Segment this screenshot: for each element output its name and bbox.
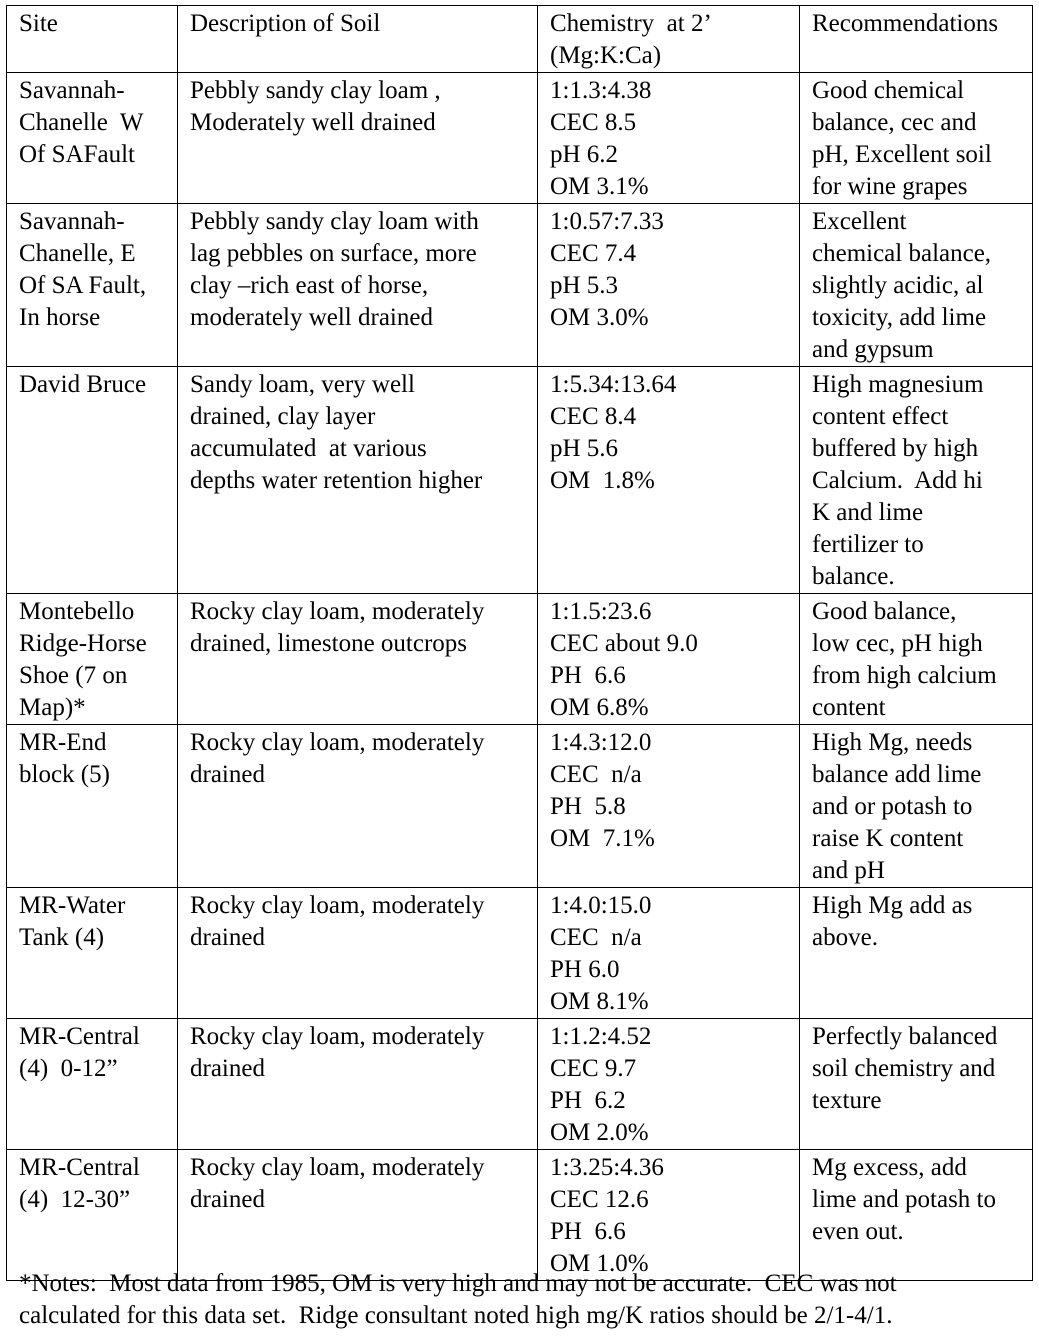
recommendations-line: High Mg add as	[812, 892, 973, 919]
recommendations-line: Excellent	[812, 208, 907, 235]
chemistry-cell	[538, 1150, 800, 1281]
site-line: Savannah-	[19, 77, 125, 104]
table-row	[7, 204, 1033, 367]
table-body	[7, 73, 1033, 1281]
recommendations-line: slightly acidic, al	[812, 272, 984, 299]
site-cell	[7, 1150, 178, 1281]
site-line: Chanelle W	[19, 109, 144, 136]
description-line: drained, clay layer	[190, 403, 376, 430]
site-line: Shoe (7 on	[19, 662, 128, 689]
recommendations-line: balance, cec and	[812, 109, 977, 136]
chemistry-line: OM 2.0%	[550, 1119, 649, 1146]
site-line: Map)*	[19, 694, 86, 721]
header-row	[7, 6, 1033, 73]
description-line: Sandy loam, very well	[190, 371, 415, 398]
recommendations-line: Good balance,	[812, 598, 957, 625]
chemistry-line: pH 5.3	[550, 272, 619, 299]
site-line: MR-Central	[19, 1023, 140, 1050]
description-line: drained	[190, 924, 265, 951]
chemistry-cell	[538, 594, 800, 725]
header-recommendations: Recommendations	[800, 6, 1033, 73]
site-line: (4) 0-12”	[19, 1055, 118, 1082]
chemistry-line: 1:0.57:7.33	[550, 208, 664, 235]
chemistry-line: CEC 9.7	[550, 1055, 637, 1082]
recommendations-line: low cec, pH high	[812, 630, 983, 657]
recommendations-line: toxicity, add lime	[812, 304, 987, 331]
recommendations-line: for wine grapes	[812, 173, 968, 200]
site-cell	[7, 594, 178, 725]
site-line: MR-End	[19, 729, 107, 756]
site-line: (4) 12-30”	[19, 1186, 131, 1213]
chemistry-line: PH 5.8	[550, 793, 626, 820]
description-cell	[178, 367, 538, 594]
recommendations-line: High magnesium	[812, 371, 984, 398]
description-line: Rocky clay loam, moderately	[190, 892, 485, 919]
chemistry-line: 1:4.3:12.0	[550, 729, 652, 756]
chemistry-line: CEC 12.6	[550, 1186, 649, 1213]
site-line: Savannah-	[19, 208, 125, 235]
description-line: drained	[190, 1055, 265, 1082]
chemistry-line: 1:1.2:4.52	[550, 1023, 652, 1050]
description-line: drained	[190, 761, 265, 788]
description-line: clay –rich east of horse,	[190, 272, 429, 299]
recommendations-line: Perfectly balanced	[812, 1023, 998, 1050]
chemistry-line: CEC 8.5	[550, 109, 637, 136]
recommendations-line: and or potash to	[812, 793, 973, 820]
recommendations-line: texture	[812, 1087, 882, 1114]
site-cell	[7, 367, 178, 594]
site-cell	[7, 1019, 178, 1150]
site-line: In horse	[19, 304, 101, 331]
description-cell	[178, 1150, 538, 1281]
chemistry-line: PH 6.2	[550, 1087, 626, 1114]
header-site: Site	[7, 6, 178, 73]
recommendations-line: chemical balance,	[812, 240, 992, 267]
description-cell	[178, 594, 538, 725]
recommendations-line: Mg excess, add	[812, 1154, 967, 1181]
chemistry-line: 1:3.25:4.36	[550, 1154, 664, 1181]
description-cell	[178, 1019, 538, 1150]
recommendations-line: even out.	[812, 1218, 904, 1245]
recommendations-line: and pH	[812, 857, 885, 884]
recommendations-cell	[800, 725, 1033, 888]
recommendations-line: content	[812, 694, 886, 721]
chemistry-line: 1:4.0:15.0	[550, 892, 652, 919]
description-line: lag pebbles on surface, more	[190, 240, 477, 267]
description-line: drained, limestone outcrops	[190, 630, 468, 657]
recommendations-line: pH, Excellent soil	[812, 141, 992, 168]
chemistry-cell	[538, 73, 800, 204]
recommendations-line: Good chemical	[812, 77, 965, 104]
description-line: depths water retention higher	[190, 467, 483, 494]
recommendations-line: balance.	[812, 563, 895, 590]
recommendations-line: lime and potash to	[812, 1186, 996, 1213]
soil-analysis-table	[6, 5, 1033, 1281]
chemistry-line: OM 6.8%	[550, 694, 649, 721]
description-line: accumulated at various	[190, 435, 427, 462]
recommendations-line: fertilizer to	[812, 531, 924, 558]
chemistry-cell	[538, 888, 800, 1019]
recommendations-line: balance add lime	[812, 761, 982, 788]
site-line: Tank (4)	[19, 924, 105, 951]
site-line: MR-Water	[19, 892, 126, 919]
recommendations-line: above.	[812, 924, 878, 951]
table-row	[7, 1150, 1033, 1281]
recommendations-cell	[800, 1150, 1033, 1281]
chemistry-line: CEC 7.4	[550, 240, 637, 267]
table-row	[7, 594, 1033, 725]
recommendations-cell	[800, 1019, 1033, 1150]
chemistry-line: PH 6.6	[550, 1218, 626, 1245]
chemistry-line: PH 6.0	[550, 956, 620, 983]
recommendations-cell	[800, 73, 1033, 204]
chemistry-cell	[538, 204, 800, 367]
chemistry-line: pH 5.6	[550, 435, 619, 462]
header-chemistry: Chemistry at 2’ (Mg:K:Ca)	[538, 6, 800, 73]
footnote-line: calculated for this data set. Ridge consultant noted high mg/K ratios should be 2/1-4/1.	[19, 1302, 893, 1329]
chemistry-line: OM 3.1%	[550, 173, 649, 200]
recommendations-line: High Mg, needs	[812, 729, 973, 756]
footnote-line: *Notes: Most data from 1985, OM is very high and may not be accurate. CEC was not	[19, 1270, 897, 1297]
description-cell	[178, 204, 538, 367]
description-line: Pebbly sandy clay loam ,	[190, 77, 441, 104]
recommendations-line: raise K content	[812, 825, 964, 852]
description-line: Rocky clay loam, moderately	[190, 598, 485, 625]
footnote	[19, 1268, 1029, 1332]
chemistry-line: OM 1.0%	[550, 1250, 649, 1277]
table-row	[7, 888, 1033, 1019]
chemistry-line: CEC 8.4	[550, 403, 637, 430]
header-description: Description of Soil	[178, 6, 538, 73]
description-line: Pebbly sandy clay loam with	[190, 208, 479, 235]
description-line: Rocky clay loam, moderately	[190, 1023, 485, 1050]
recommendations-cell	[800, 888, 1033, 1019]
recommendations-cell	[800, 367, 1033, 594]
chemistry-line: CEC about 9.0	[550, 630, 698, 657]
chemistry-line: OM 3.0%	[550, 304, 649, 331]
chemistry-line: pH 6.2	[550, 141, 619, 168]
chemistry-line: CEC n/a	[550, 761, 642, 788]
site-line: Chanelle, E	[19, 240, 136, 267]
chemistry-cell	[538, 367, 800, 594]
description-cell	[178, 888, 538, 1019]
description-line: drained	[190, 1186, 265, 1213]
description-cell	[178, 725, 538, 888]
description-line: Rocky clay loam, moderately	[190, 729, 485, 756]
recommendations-line: K and lime	[812, 499, 924, 526]
recommendations-line: soil chemistry and	[812, 1055, 996, 1082]
description-cell	[178, 73, 538, 204]
site-line: Montebello	[19, 598, 135, 625]
site-cell	[7, 725, 178, 888]
site-cell	[7, 204, 178, 367]
site-line: Of SAFault	[19, 141, 135, 168]
site-line: David Bruce	[19, 371, 147, 398]
recommendations-cell	[800, 594, 1033, 725]
site-line: MR-Central	[19, 1154, 140, 1181]
chemistry-line: CEC n/a	[550, 924, 642, 951]
site-cell	[7, 73, 178, 204]
table-row	[7, 725, 1033, 888]
recommendations-line: content effect	[812, 403, 949, 430]
recommendations-line: from high calcium	[812, 662, 997, 689]
chemistry-cell	[538, 725, 800, 888]
recommendations-line: Calcium. Add hi	[812, 467, 983, 494]
site-cell	[7, 888, 178, 1019]
table-row	[7, 367, 1033, 594]
chemistry-line: OM 1.8%	[550, 467, 655, 494]
chemistry-line: PH 6.6	[550, 662, 626, 689]
site-line: Ridge-Horse	[19, 630, 147, 657]
chemistry-line: 1:1.3:4.38	[550, 77, 652, 104]
chemistry-line: OM 8.1%	[550, 988, 649, 1015]
site-line: block (5)	[19, 761, 110, 788]
recommendations-cell	[800, 204, 1033, 367]
recommendations-line: buffered by high	[812, 435, 979, 462]
recommendations-line: and gypsum	[812, 336, 934, 363]
chemistry-line: OM 7.1%	[550, 825, 655, 852]
description-line: moderately well drained	[190, 304, 433, 331]
chemistry-line: 1:5.34:13.64	[550, 371, 677, 398]
description-line: Moderately well drained	[190, 109, 436, 136]
table-row	[7, 1019, 1033, 1150]
table-row	[7, 73, 1033, 204]
chemistry-line: 1:1.5:23.6	[550, 598, 652, 625]
chemistry-cell	[538, 1019, 800, 1150]
site-line: Of SA Fault,	[19, 272, 147, 299]
description-line: Rocky clay loam, moderately	[190, 1154, 485, 1181]
